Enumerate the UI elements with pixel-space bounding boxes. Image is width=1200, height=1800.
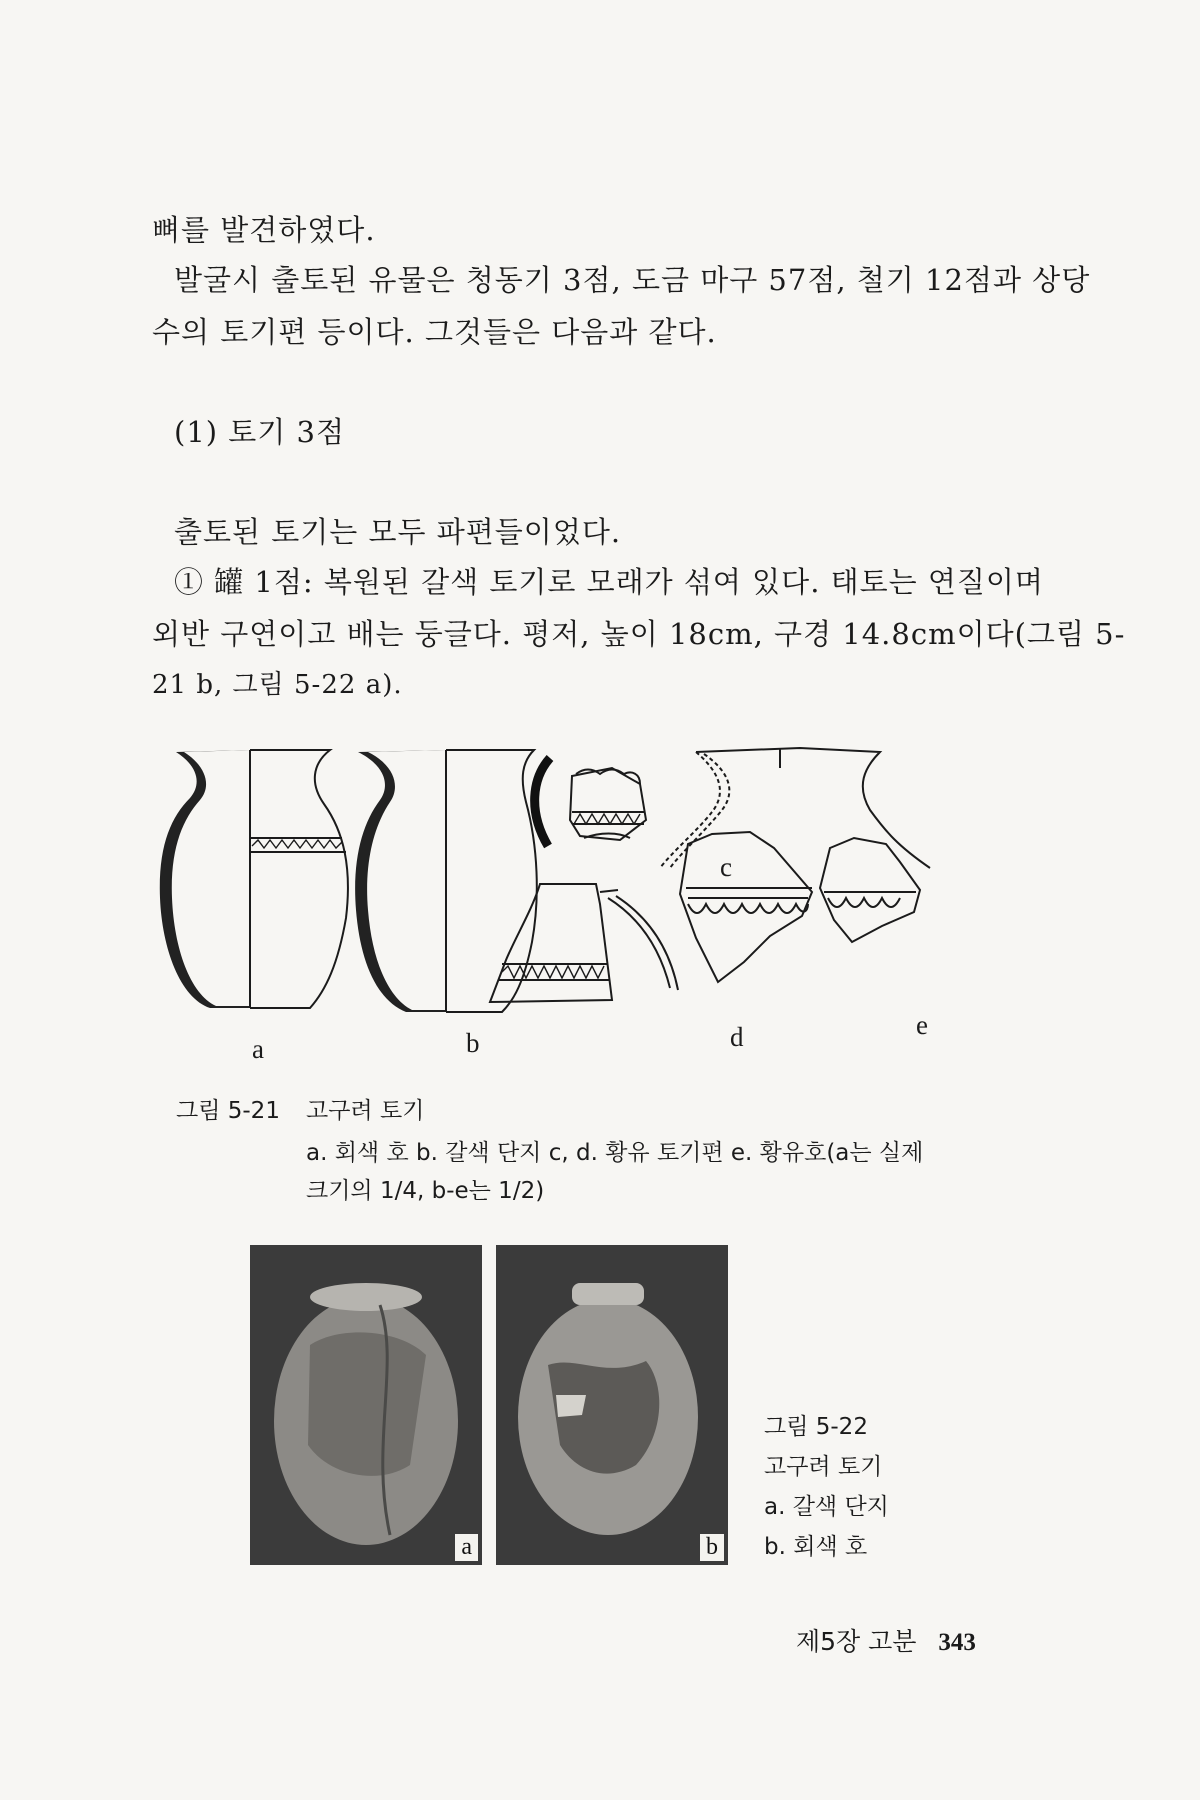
drawing-d xyxy=(490,884,678,1002)
paragraph-1: 뼈를 발견하였다. xyxy=(152,213,376,247)
figure-2-caption-title: 고구려 토기 xyxy=(764,1454,883,1480)
paragraph-3: 출토된 토기는 모두 파편들이었다. xyxy=(174,515,622,549)
drawing-label-b: b xyxy=(466,1028,480,1058)
figure-2-caption-number: 그림 5-22 xyxy=(764,1414,868,1440)
paragraph-4-line-1: ① 罐 1점: 복원된 갈색 토기로 모래가 섞여 있다. 태토는 연질이며 xyxy=(174,565,1044,599)
drawing-b xyxy=(355,750,537,1012)
paragraph-4-line-2: 외반 구연이고 배는 둥글다. 평저, 높이 18cm, 구경 14.8cm이다(그림 5- xyxy=(152,617,1126,651)
drawing-label-c: c xyxy=(720,852,732,882)
page-number: 343 xyxy=(938,1629,976,1656)
drawing-label-e: e xyxy=(916,1010,928,1040)
drawing-a xyxy=(160,750,348,1008)
drawing-label-a: a xyxy=(252,1034,264,1064)
page-footer xyxy=(796,1622,976,1658)
section-heading: (1) 토기 3점 xyxy=(174,415,346,449)
photo-b xyxy=(496,1245,728,1565)
drawing-label-d: d xyxy=(730,1022,744,1052)
drawing-c xyxy=(535,758,646,846)
photo-b-label: b xyxy=(700,1534,724,1561)
paragraph-2-line-2: 수의 토기편 등이다. 그것들은 다음과 같다. xyxy=(152,315,717,349)
figure-1-caption-line-1: a. 회색 호 b. 갈색 단지 c, d. 황유 토기편 e. 황유호(a는 실제 xyxy=(306,1140,924,1166)
figure-2-caption-a: a. 갈색 단지 xyxy=(764,1494,889,1520)
figure-1-caption-line-2: 크기의 1/4, b-e는 1/2) xyxy=(306,1178,545,1204)
drawing-e xyxy=(660,748,930,982)
pottery-drawings xyxy=(140,728,1080,1068)
paragraph-4-line-3: 21 b, 그림 5-22 a). xyxy=(152,670,403,700)
photo-a xyxy=(250,1245,482,1565)
chapter-title: 제5장 고분 xyxy=(796,1627,917,1656)
photo-a-label: a xyxy=(455,1534,478,1561)
figure-1-caption-title: 고구려 토기 xyxy=(306,1098,425,1124)
paragraph-2-line-1: 발굴시 출토된 유물은 청동기 3점, 도금 마구 57점, 철기 12점과 상당 xyxy=(174,263,1091,297)
figure-2-caption-b: b. 회색 호 xyxy=(764,1534,868,1560)
figure-1-caption-number: 그림 5-21 xyxy=(176,1098,280,1124)
